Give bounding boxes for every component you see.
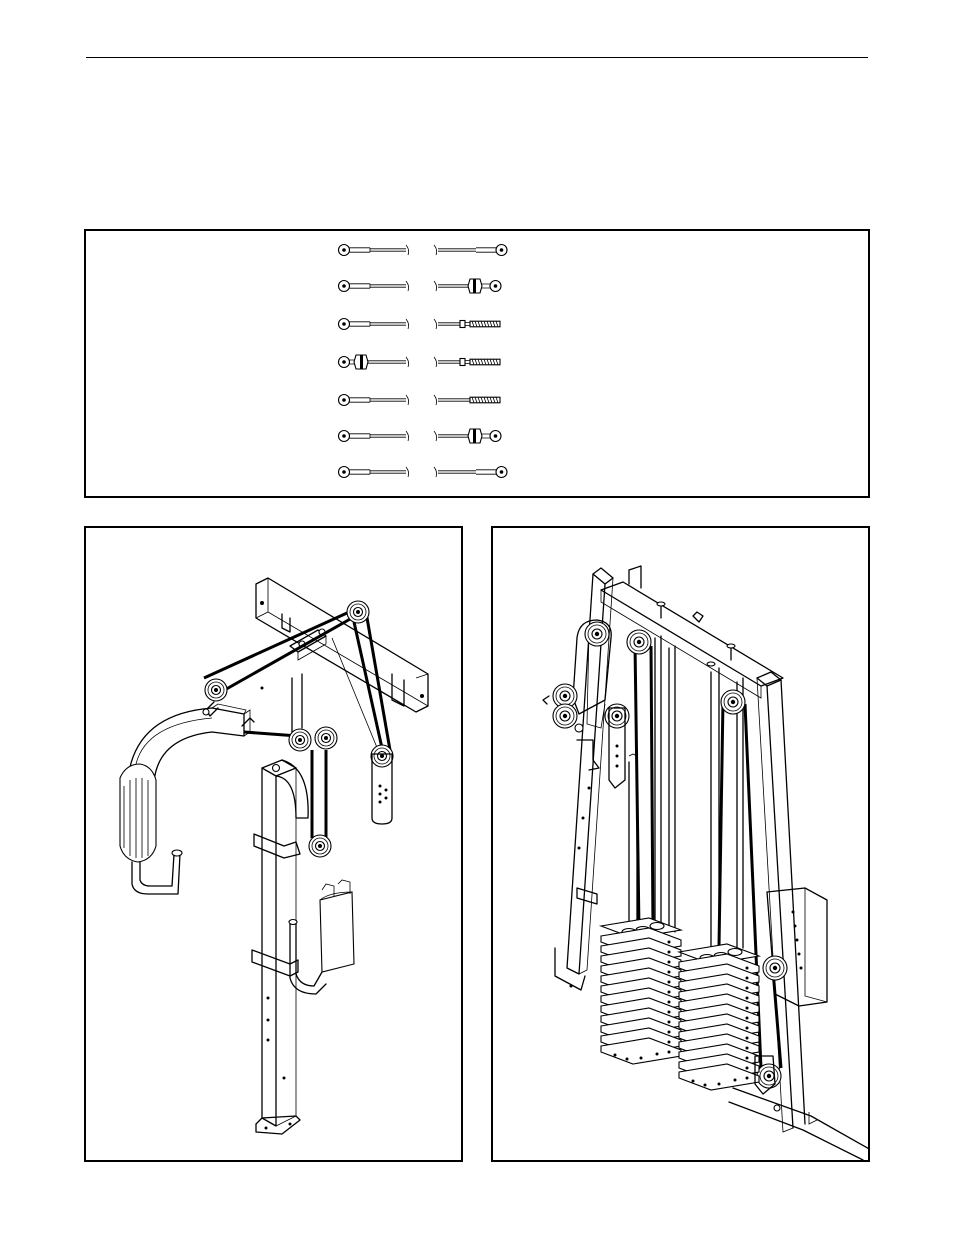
weight-stack-icon bbox=[679, 944, 759, 1090]
cable-identification-panel bbox=[84, 229, 870, 498]
press-arm-figure bbox=[84, 526, 463, 1162]
frame-upright-icon bbox=[252, 760, 308, 1134]
cable-row-3 bbox=[339, 319, 501, 330]
weight-stack-guard-icon bbox=[289, 880, 354, 994]
header-rule bbox=[86, 57, 868, 58]
weight-stack-drawing bbox=[493, 528, 868, 1160]
guide-rod-icon bbox=[629, 636, 743, 948]
cable-row-7 bbox=[339, 467, 508, 478]
frame-upright-icon bbox=[601, 566, 783, 698]
frame-upright-icon bbox=[729, 672, 868, 1160]
weight-stack-figure bbox=[491, 526, 870, 1162]
cable-diagram bbox=[86, 231, 868, 496]
press-arm-icon bbox=[120, 704, 250, 894]
cable-row-6 bbox=[339, 429, 502, 443]
press-arm-drawing bbox=[86, 528, 461, 1160]
cable-row-4 bbox=[339, 355, 501, 369]
cable-row-2 bbox=[339, 279, 502, 293]
pulley-icon bbox=[543, 620, 611, 770]
cable-row-1 bbox=[339, 245, 508, 256]
weight-stack-icon bbox=[601, 918, 681, 1064]
cable-row-5 bbox=[339, 395, 501, 406]
